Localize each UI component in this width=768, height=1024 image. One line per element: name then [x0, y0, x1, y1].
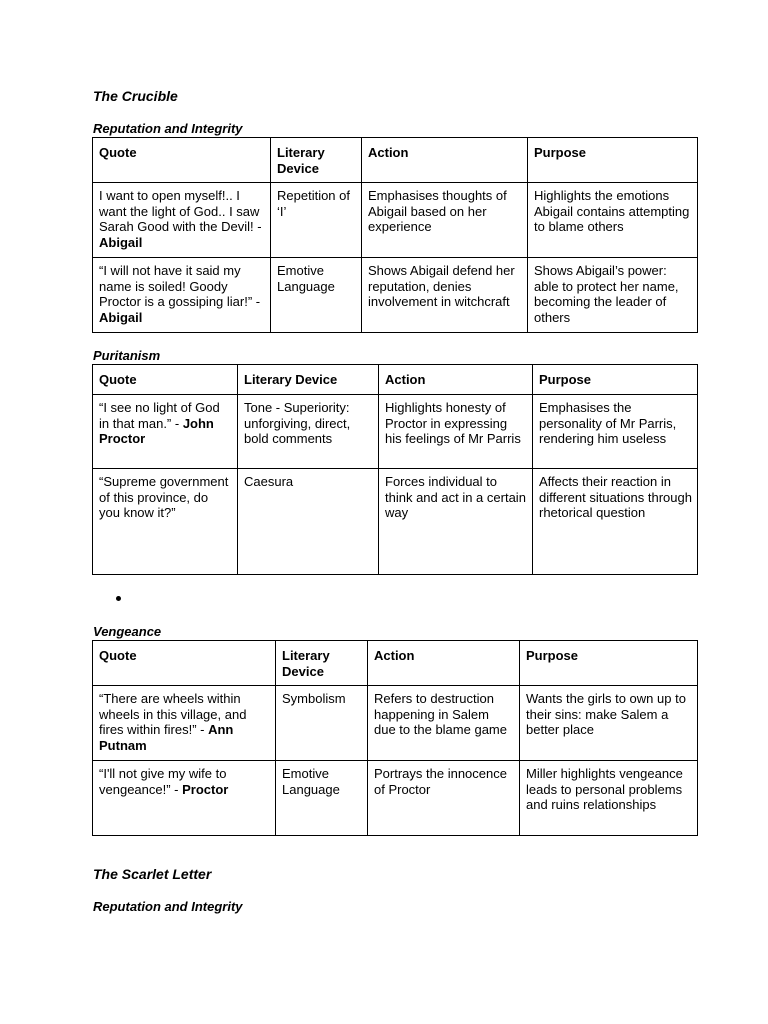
table-row [93, 686, 698, 761]
column-header-literary-device: Literary Device [271, 138, 362, 183]
action-cell: Portrays the innocence of Proctor [368, 761, 520, 836]
column-header-literary-device: Literary Device [238, 365, 379, 395]
quote-cell [93, 469, 238, 575]
quote-cell [93, 686, 276, 761]
device-cell: Repetition of ‘I’ [271, 183, 362, 258]
device-cell: Caesura [238, 469, 379, 575]
quote-cell [93, 395, 238, 469]
table-row [93, 258, 698, 333]
table-row [93, 395, 698, 469]
table-row [93, 183, 698, 258]
purpose-cell: Shows Abigail’s power: able to protect her name, becoming the leader of others [528, 258, 698, 333]
quote-text: “I see no light of God in that man.” - [99, 400, 220, 431]
quote-text: “There are wheels within wheels in this village, and fires within fires!” - [99, 691, 247, 737]
purpose-cell: Wants the girls to own up to their sins: make Salem a better place [520, 686, 698, 761]
puritanism-table [92, 364, 698, 575]
quote-speaker: Abigail [99, 309, 143, 325]
device-cell: Emotive Language [276, 761, 368, 836]
column-header-purpose: Purpose [520, 641, 698, 686]
device-cell: Tone - Superiority: unforgiving, direct, bold comments [238, 395, 379, 469]
column-header-literary-device: Literary Device [276, 641, 368, 686]
purpose-cell: Miller highlights vengeance leads to personal problems and ruins relationships [520, 761, 698, 836]
action-cell: Forces individual to think and act in a certain way [379, 469, 533, 575]
quote-text: “I'll not give my wife to vengeance!” - [99, 766, 227, 797]
action-cell: Highlights honesty of Proctor in expressing his feelings of Mr Parris [379, 395, 533, 469]
device-cell: Symbolism [276, 686, 368, 761]
purpose-cell: Emphasises the personality of Mr Parris, rendering him useless [533, 395, 698, 469]
column-header-purpose: Purpose [528, 138, 698, 183]
quote-text: I want to open myself!.. I want the light of God.. I saw Sarah Good with the Devil! - [99, 188, 262, 234]
bullet-point [116, 596, 121, 601]
quote-cell [93, 258, 271, 333]
purpose-cell: Highlights the emotions Abigail contains attempting to blame others [528, 183, 698, 258]
device-cell: Emotive Language [271, 258, 362, 333]
reputation-table [92, 137, 698, 333]
table-row [93, 761, 698, 836]
document-title-scarlet-letter: The Scarlet Letter [93, 866, 212, 882]
quote-speaker: Ann Putnam [99, 722, 234, 753]
column-header-quote: Quote [93, 641, 276, 686]
quote-text: “I will not have it said my name is soiled! Goody Proctor is a gossiping liar!” - [99, 263, 261, 309]
table-row [93, 469, 698, 575]
action-cell: Shows Abigail defend her reputation, denies involvement in witchcraft [362, 258, 528, 333]
section-heading-vengeance: Vengeance [93, 624, 162, 639]
document-title-crucible: The Crucible [93, 88, 178, 104]
table-header-row [93, 641, 698, 686]
quote-cell [93, 183, 271, 258]
quote-speaker: John Proctor [99, 415, 214, 446]
section-heading-scarlet-reputation: Reputation and Integrity [93, 899, 243, 914]
column-header-quote: Quote [93, 365, 238, 395]
column-header-purpose: Purpose [533, 365, 698, 395]
column-header-action: Action [379, 365, 533, 395]
table-header-row [93, 365, 698, 395]
column-header-action: Action [368, 641, 520, 686]
section-heading-reputation: Reputation and Integrity [93, 121, 243, 136]
section-heading-puritanism: Puritanism [93, 348, 161, 363]
quote-cell [93, 761, 276, 836]
column-header-action: Action [362, 138, 528, 183]
quote-speaker: Abigail [99, 234, 143, 250]
vengeance-table [92, 640, 698, 836]
table-header-row [93, 138, 698, 183]
column-header-quote: Quote [93, 138, 271, 183]
quote-text: “Supreme government of this province, do you know it?” [99, 474, 229, 520]
action-cell: Refers to destruction happening in Salem due to the blame game [368, 686, 520, 761]
action-cell: Emphasises thoughts of Abigail based on her experience [362, 183, 528, 258]
purpose-cell: Affects their reaction in different situations through rhetorical question [533, 469, 698, 575]
quote-speaker: Proctor [182, 781, 229, 797]
